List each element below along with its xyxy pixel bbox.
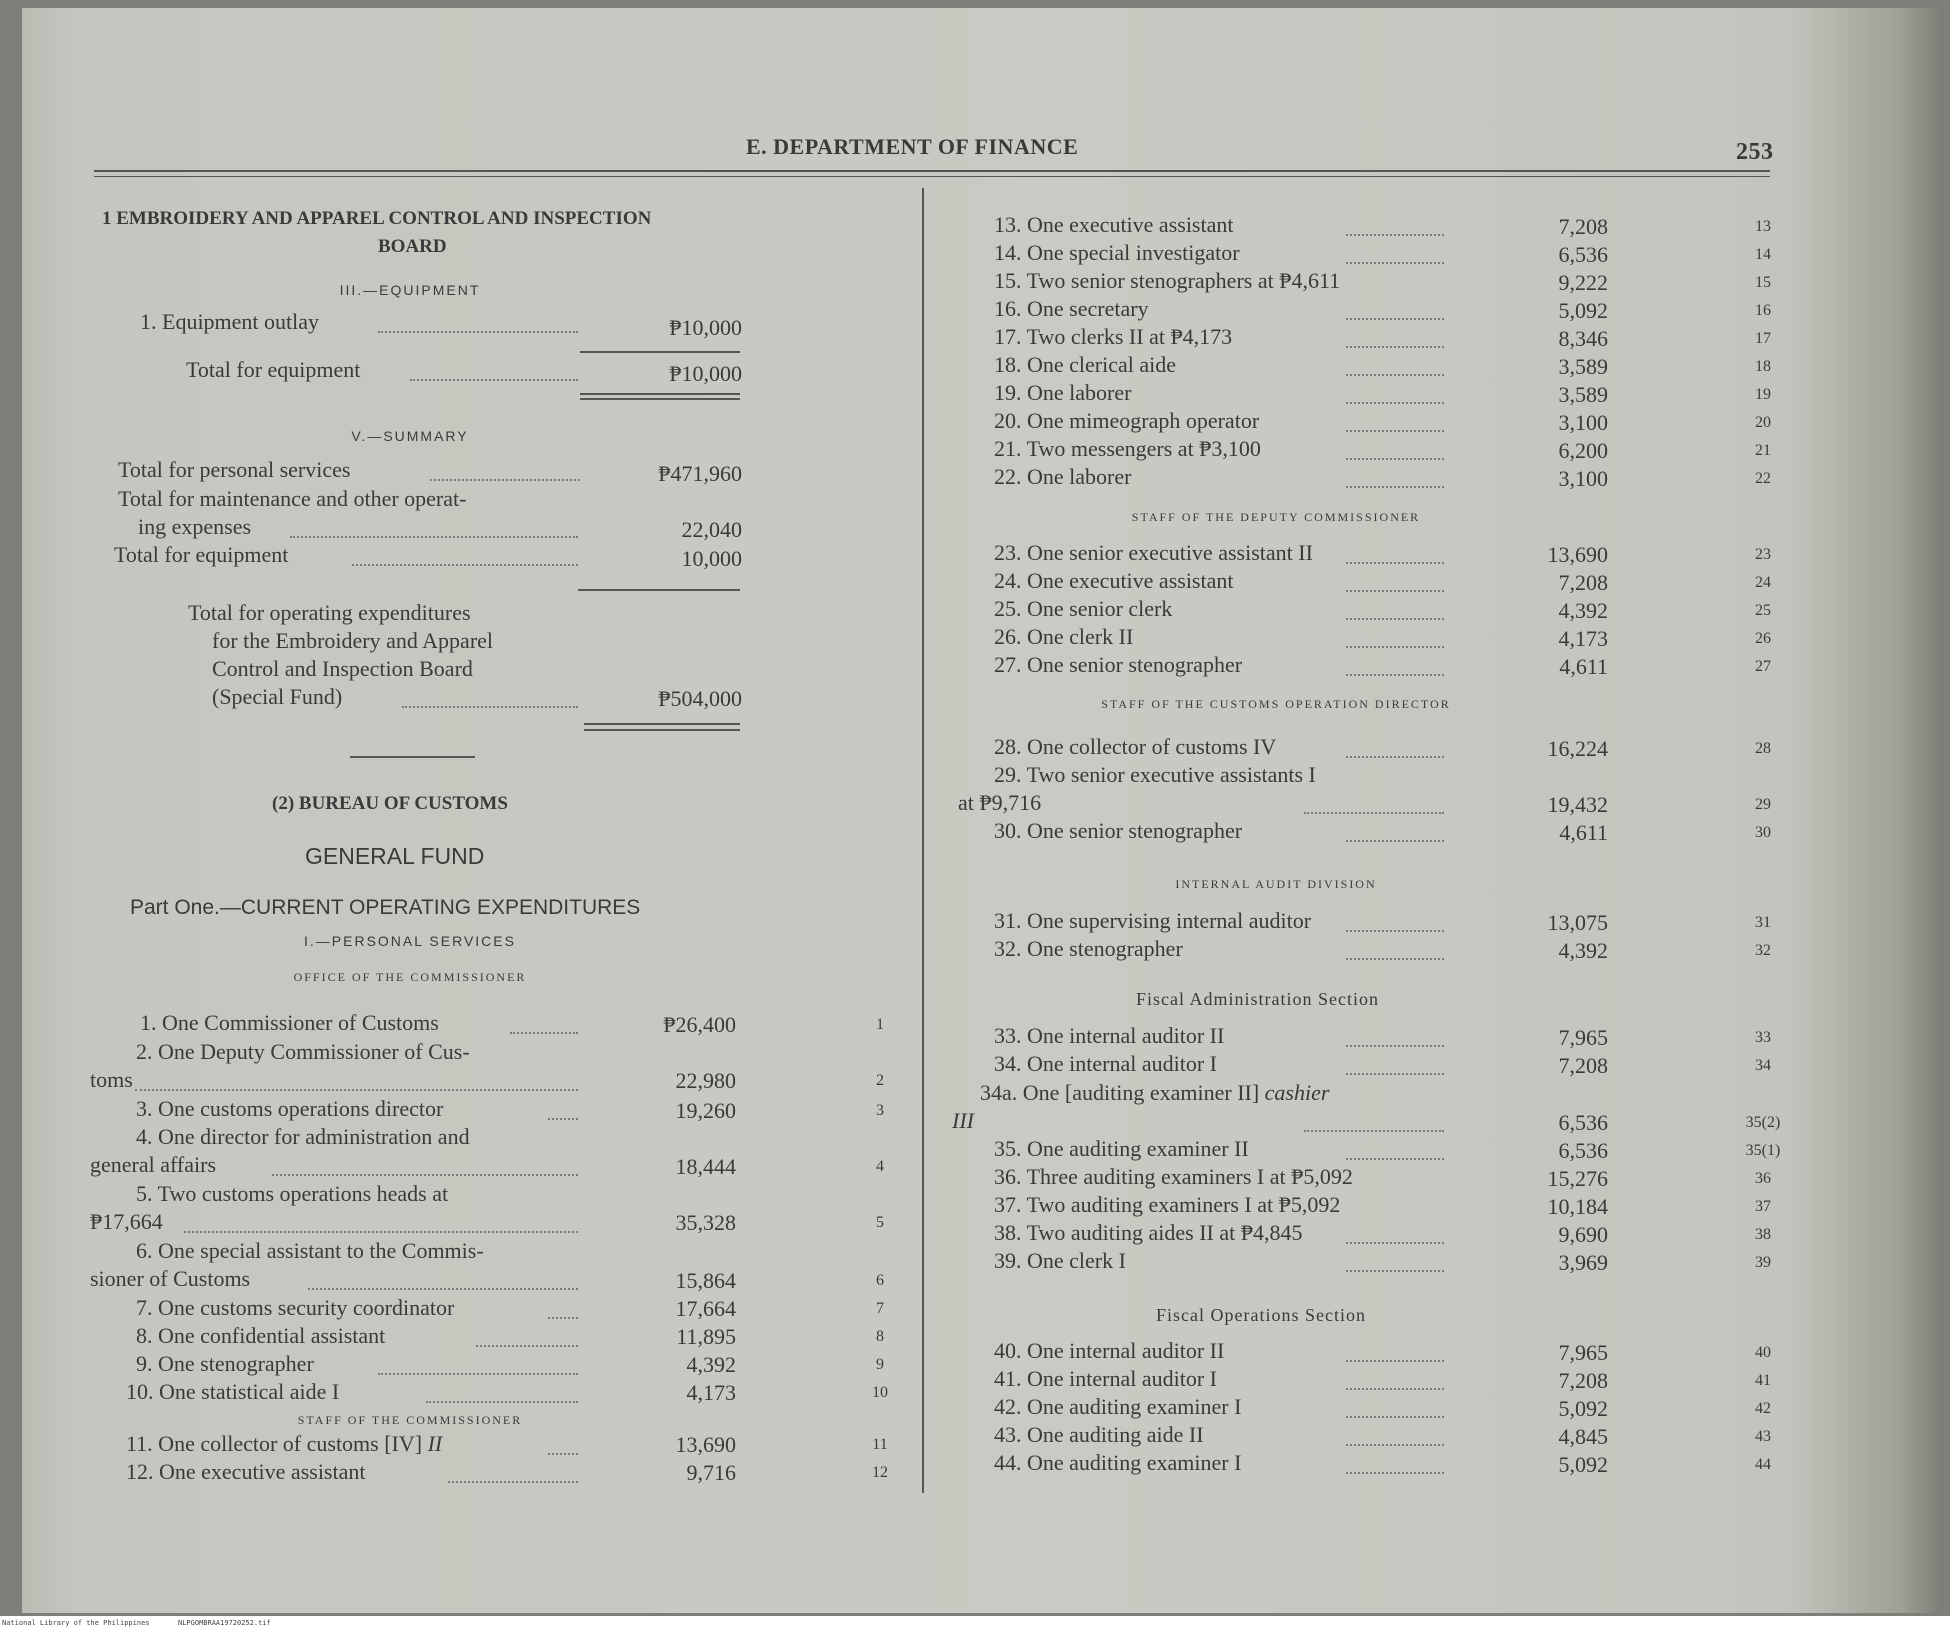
- line-item-value: 9,690: [1558, 1222, 1608, 1247]
- line-item-label: 29. Two senior executive assistants I: [994, 762, 1316, 787]
- fund-title: GENERAL FUND: [305, 843, 485, 869]
- line-item-label: 10. One statistical aide I: [126, 1379, 340, 1404]
- line-item-value: 10,184: [1547, 1194, 1608, 1219]
- line-item-label: 9. One stenographer: [136, 1351, 314, 1376]
- line-item-label: 41. One internal auditor I: [994, 1366, 1217, 1391]
- line-item-ref: 25: [1755, 602, 1771, 619]
- summary-equip-value: 10,000: [681, 546, 742, 571]
- running-header: E. DEPARTMENT OF FINANCE: [746, 134, 1079, 159]
- line-item-value: 8,346: [1558, 326, 1608, 351]
- line-item-value: 6,200: [1558, 438, 1608, 463]
- line-item-ref: 20: [1755, 414, 1771, 431]
- line-item-value: 3,589: [1558, 354, 1608, 379]
- leader: [1346, 374, 1444, 376]
- line-item-value: 7,965: [1558, 1025, 1608, 1050]
- double-rule: [580, 398, 740, 400]
- line-item-label: 16. One secretary: [994, 296, 1149, 321]
- line-item-ref: 35(1): [1745, 1142, 1781, 1159]
- line-item-label: 5. Two customs operations heads at: [136, 1181, 449, 1206]
- line-item-label: sioner of Customs: [90, 1266, 251, 1291]
- line-item-ref: 13: [1755, 218, 1771, 235]
- leader: [1346, 234, 1444, 236]
- line-item-ref: 23: [1755, 546, 1771, 563]
- line-item-ref: 22: [1755, 470, 1771, 487]
- leader: [548, 1317, 578, 1319]
- leader: [1346, 318, 1444, 320]
- line-item-value: 13,690: [675, 1432, 736, 1457]
- board-title: 1 EMBROIDERY AND APPAREL CONTROL AND INSPECTION: [102, 208, 652, 229]
- summary-op-line-4: (Special Fund): [212, 684, 343, 709]
- line-item-ref: 34: [1755, 1057, 1771, 1074]
- line-item-ref: 28: [1755, 740, 1771, 757]
- equipment-outlay-label: 1. Equipment outlay: [140, 309, 320, 334]
- leader: [1346, 346, 1444, 348]
- page-number: 253: [1736, 139, 1774, 165]
- line-item-label: 28. One collector of customs IV: [994, 734, 1277, 759]
- line-item-value: 7,208: [1558, 1053, 1608, 1078]
- scan-footer: [0, 1616, 1950, 1634]
- line-item-label: 8. One confidential assistant: [136, 1323, 386, 1348]
- line-item-label: 19. One laborer: [994, 380, 1132, 405]
- leader: [1346, 1242, 1444, 1244]
- line-item-ref: 37: [1755, 1198, 1771, 1215]
- line-item-ref: 4: [876, 1158, 884, 1175]
- line-item-ref: 41: [1755, 1372, 1771, 1389]
- line-item-value: 17,664: [675, 1296, 736, 1321]
- line-item-label: 37. Two auditing examiners I at ₱5,092: [994, 1192, 1341, 1217]
- leader: [1346, 1360, 1444, 1362]
- section-separator: [350, 756, 475, 758]
- leader: [1346, 1045, 1444, 1047]
- leader: [1304, 812, 1444, 814]
- leader: [1346, 590, 1444, 592]
- line-item-label: 6. One special assistant to the Commis-: [136, 1238, 484, 1263]
- line-item-ref: 27: [1755, 658, 1771, 675]
- line-item-value: 13,690: [1547, 542, 1608, 567]
- line-item-ref: 1: [876, 1016, 884, 1033]
- equipment-heading: III.—EQUIPMENT: [339, 282, 481, 298]
- line-item-value: 7,965: [1558, 1340, 1608, 1365]
- summary-maint-label: Total for maintenance and other operat-: [118, 486, 467, 511]
- line-item-label: 38. Two auditing aides II at ₱4,845: [994, 1220, 1303, 1245]
- line-item-label: 15. Two senior stenographers at ₱4,611: [994, 268, 1341, 293]
- line-item-ref: 8: [876, 1328, 884, 1345]
- leader: [1346, 618, 1444, 620]
- line-item-ref: 42: [1755, 1400, 1771, 1417]
- line-item-label: 31. One supervising internal auditor: [994, 908, 1312, 933]
- line-item-value: 5,092: [1558, 1452, 1608, 1477]
- line-item-label: 21. Two messengers at ₱3,100: [994, 436, 1261, 461]
- line-item-value: 4,611: [1559, 654, 1608, 679]
- file-label: NLPGOMBRAA19720252.tif: [178, 1619, 271, 1627]
- line-item-value: 3,589: [1558, 382, 1608, 407]
- column-divider: [922, 188, 924, 1493]
- header-rule: [94, 170, 1770, 172]
- line-item-ref: 36: [1755, 1170, 1771, 1187]
- line-item-ref: 18: [1755, 358, 1771, 375]
- line-item-label: 12. One executive assistant: [126, 1459, 366, 1484]
- line-item-ref: 11: [872, 1436, 888, 1453]
- leader: [378, 1373, 578, 1375]
- line-item-value: 4,845: [1558, 1424, 1608, 1449]
- line-item-label: 7. One customs security coordinator: [136, 1295, 455, 1320]
- double-rule: [580, 393, 740, 395]
- line-item-ref: 24: [1755, 574, 1771, 591]
- line-item-label: 42. One auditing examiner I: [994, 1394, 1242, 1419]
- summary-personal-label: Total for personal services: [118, 457, 351, 482]
- leader: [1346, 262, 1444, 264]
- line-item-value: ₱26,400: [663, 1012, 736, 1037]
- line-item-ref: 38: [1755, 1226, 1771, 1243]
- line-item-value: 7,208: [1558, 214, 1608, 239]
- line-item-ref: 19: [1755, 386, 1771, 403]
- summary-heading: V.—SUMMARY: [351, 428, 469, 444]
- line-item-label: 3. One customs operations director: [136, 1096, 444, 1121]
- line-item-value: 3,100: [1558, 410, 1608, 435]
- total-equipment-label: Total for equipment: [186, 357, 361, 382]
- line-item-value: 35,328: [675, 1210, 736, 1235]
- summary-op-line-3: Control and Inspection Board: [212, 656, 473, 681]
- line-item-label: III: [952, 1108, 974, 1133]
- deputy-heading: STAFF OF THE DEPUTY COMMISSIONER: [1131, 510, 1421, 524]
- line-item-value: 6,536: [1558, 242, 1608, 267]
- line-item-value: 13,075: [1547, 910, 1608, 935]
- line-item-ref: 31: [1755, 914, 1771, 931]
- line-item-value: 7,208: [1558, 1368, 1608, 1393]
- leader: [402, 706, 578, 708]
- line-item-ref: 16: [1755, 302, 1771, 319]
- line-item-ref: 29: [1755, 796, 1771, 813]
- fiscal-admin-heading: Fiscal Administration Section: [1136, 989, 1379, 1009]
- line-item-value: 18,444: [675, 1154, 736, 1179]
- leader: [426, 1401, 578, 1403]
- double-rule: [584, 729, 740, 731]
- audit-heading: INTERNAL AUDIT DIVISION: [1175, 877, 1377, 891]
- header-rule-2: [94, 176, 1770, 177]
- library-label: National Library of the Philippines: [2, 1619, 150, 1627]
- line-item-label: 44. One auditing examiner I: [994, 1450, 1242, 1475]
- leader: [1346, 402, 1444, 404]
- leader: [476, 1345, 578, 1347]
- line-item-value: 6,536: [1558, 1110, 1608, 1135]
- leader: [448, 1481, 578, 1483]
- line-item-label: 33. One internal auditor II: [994, 1023, 1225, 1048]
- leader: [1346, 1158, 1444, 1160]
- summary-op-line-2: for the Embroidery and Apparel: [212, 628, 494, 653]
- line-item-label: 13. One executive assistant: [994, 212, 1234, 237]
- leader: [1304, 1130, 1444, 1132]
- line-item-ref: 44: [1755, 1456, 1771, 1473]
- board-title-2: BOARD: [378, 236, 447, 257]
- leader: [1346, 486, 1444, 488]
- leader: [1346, 674, 1444, 676]
- line-item-value: 4,173: [686, 1380, 736, 1405]
- sum-rule: [578, 589, 740, 591]
- leader: [1346, 840, 1444, 842]
- line-item-value: 22,980: [675, 1068, 736, 1093]
- summary-op-value: ₱504,000: [658, 686, 742, 711]
- leader: [135, 1089, 578, 1091]
- equipment-outlay-value: ₱10,000: [669, 315, 742, 340]
- line-item-label: 34a. One [auditing examiner II] cashier: [980, 1080, 1330, 1105]
- summary-equip-label: Total for equipment: [114, 542, 289, 567]
- leader: [272, 1174, 578, 1176]
- line-item-value: 19,260: [675, 1098, 736, 1123]
- leader: [1346, 458, 1444, 460]
- line-item-ref: 35(2): [1745, 1114, 1781, 1131]
- line-item-value: 3,969: [1558, 1250, 1608, 1275]
- leader: [352, 564, 578, 566]
- office-heading: OFFICE OF THE COMMISSIONER: [293, 970, 527, 984]
- line-item-ref: 32: [1755, 942, 1771, 959]
- line-item-ref: 6: [876, 1272, 884, 1289]
- leader: [548, 1118, 578, 1120]
- leader: [410, 379, 578, 381]
- line-item-value: 11,895: [676, 1324, 736, 1349]
- line-item-label: 11. One collector of customs [IV] II: [126, 1431, 443, 1456]
- summary-personal-value: ₱471,960: [658, 461, 742, 486]
- line-item-label: 25. One senior clerk: [994, 596, 1173, 621]
- line-item-ref: 7: [876, 1300, 884, 1317]
- leader: [1346, 1444, 1444, 1446]
- leader: [430, 479, 580, 481]
- line-item-ref: 3: [876, 1102, 884, 1119]
- leader: [548, 1453, 578, 1455]
- line-item-label: at ₱9,716: [958, 790, 1042, 815]
- line-item-label: 27. One senior stenographer: [994, 652, 1243, 677]
- staff-heading: STAFF OF THE COMMISSIONER: [297, 1413, 523, 1427]
- line-item-ref: 14: [1755, 246, 1771, 263]
- summary-op-line-1: Total for operating expenditures: [188, 600, 471, 625]
- line-item-label: 35. One auditing examiner II: [994, 1136, 1249, 1161]
- director-heading: STAFF OF THE CUSTOMS OPERATION DIRECTOR: [1101, 697, 1451, 711]
- line-item-value: 19,432: [1547, 792, 1608, 817]
- line-item-label: 26. One clerk II: [994, 624, 1134, 649]
- line-item-label: toms: [90, 1067, 133, 1092]
- leader: [1346, 562, 1444, 564]
- leader: [510, 1032, 578, 1034]
- line-item-label: 30. One senior stenographer: [994, 818, 1243, 843]
- line-item-ref: 5: [876, 1214, 884, 1231]
- leader: [1346, 1388, 1444, 1390]
- leader: [1346, 1073, 1444, 1075]
- line-item-label: 14. One special investigator: [994, 240, 1240, 265]
- personal-heading: I.—PERSONAL SERVICES: [304, 933, 516, 949]
- line-item-label: 18. One clerical aide: [994, 352, 1177, 377]
- leader: [1346, 958, 1444, 960]
- leader: [1346, 1416, 1444, 1418]
- line-item-value: 3,100: [1558, 466, 1608, 491]
- part-title: Part One.—CURRENT OPERATING EXPENDITURES: [130, 896, 641, 919]
- line-item-ref: 26: [1755, 630, 1771, 647]
- summary-maint-value: 22,040: [681, 517, 742, 542]
- line-item-value: 4,392: [1558, 598, 1608, 623]
- line-item-label: 34. One internal auditor I: [994, 1051, 1217, 1076]
- line-item-ref: 21: [1755, 442, 1771, 459]
- double-rule: [584, 723, 740, 725]
- line-item-value: 15,276: [1547, 1166, 1608, 1191]
- leader: [1346, 930, 1444, 932]
- line-item-label: 4. One director for administration and: [136, 1124, 470, 1149]
- line-item-value: 4,173: [1558, 626, 1608, 651]
- line-item-value: 4,392: [686, 1352, 736, 1377]
- line-item-label: 43. One auditing aide II: [994, 1422, 1204, 1447]
- line-item-label: 2. One Deputy Commissioner of Cus-: [136, 1039, 470, 1064]
- customs-title: (2) BUREAU OF CUSTOMS: [272, 793, 508, 814]
- line-item-value: 7,208: [1558, 570, 1608, 595]
- line-item-ref: 12: [872, 1464, 888, 1481]
- line-item-ref: 17: [1755, 330, 1771, 347]
- line-item-ref: 33: [1755, 1029, 1771, 1046]
- line-item-label: 22. One laborer: [994, 464, 1132, 489]
- leader: [1346, 1472, 1444, 1474]
- line-item-label: 24. One executive assistant: [994, 568, 1234, 593]
- line-item-ref: 39: [1755, 1254, 1771, 1271]
- leader: [1346, 756, 1444, 758]
- line-item-value: 6,536: [1558, 1138, 1608, 1163]
- line-item-label: 23. One senior executive assistant II: [994, 540, 1313, 565]
- line-item-label: general affairs: [90, 1152, 217, 1177]
- sum-rule: [580, 351, 740, 353]
- line-item-ref: 10: [872, 1384, 888, 1401]
- line-item-value: 4,611: [1559, 820, 1608, 845]
- line-item-value: 15,864: [675, 1268, 736, 1293]
- line-item-ref: 15: [1755, 274, 1771, 291]
- leader: [1346, 430, 1444, 432]
- line-item-label: 17. Two clerks II at ₱4,173: [994, 324, 1233, 349]
- line-item-label: 32. One stenographer: [994, 936, 1183, 961]
- line-item-label: 20. One mimeograph operator: [994, 408, 1260, 433]
- line-item-label: 1. One Commissioner of Customs: [140, 1010, 439, 1035]
- line-item-label: ₱17,664: [90, 1209, 163, 1234]
- line-item-ref: 30: [1755, 824, 1771, 841]
- line-item-ref: 43: [1755, 1428, 1771, 1445]
- line-item-label: 39. One clerk I: [994, 1248, 1126, 1273]
- line-item-value: 16,224: [1547, 736, 1608, 761]
- line-item-value: 9,716: [686, 1460, 736, 1485]
- line-item-ref: 2: [876, 1072, 884, 1089]
- line-item-value: 5,092: [1558, 1396, 1608, 1421]
- summary-maint-label-2: ing expenses: [138, 514, 252, 539]
- line-item-label: 36. Three auditing examiners I at ₱5,092: [994, 1164, 1353, 1189]
- line-item-value: 5,092: [1558, 298, 1608, 323]
- leader: [290, 536, 578, 538]
- leader: [184, 1231, 578, 1233]
- line-item-ref: 9: [876, 1356, 884, 1373]
- total-equipment-value: ₱10,000: [669, 361, 742, 386]
- leader: [1346, 1270, 1444, 1272]
- leader: [1346, 646, 1444, 648]
- fiscal-ops-heading: Fiscal Operations Section: [1156, 1305, 1366, 1325]
- leader: [308, 1288, 578, 1290]
- line-item-label: 40. One internal auditor II: [994, 1338, 1225, 1363]
- line-item-value: 9,222: [1558, 270, 1608, 295]
- leader: [378, 331, 578, 333]
- line-item-ref: 40: [1755, 1344, 1771, 1361]
- line-item-value: 4,392: [1558, 938, 1608, 963]
